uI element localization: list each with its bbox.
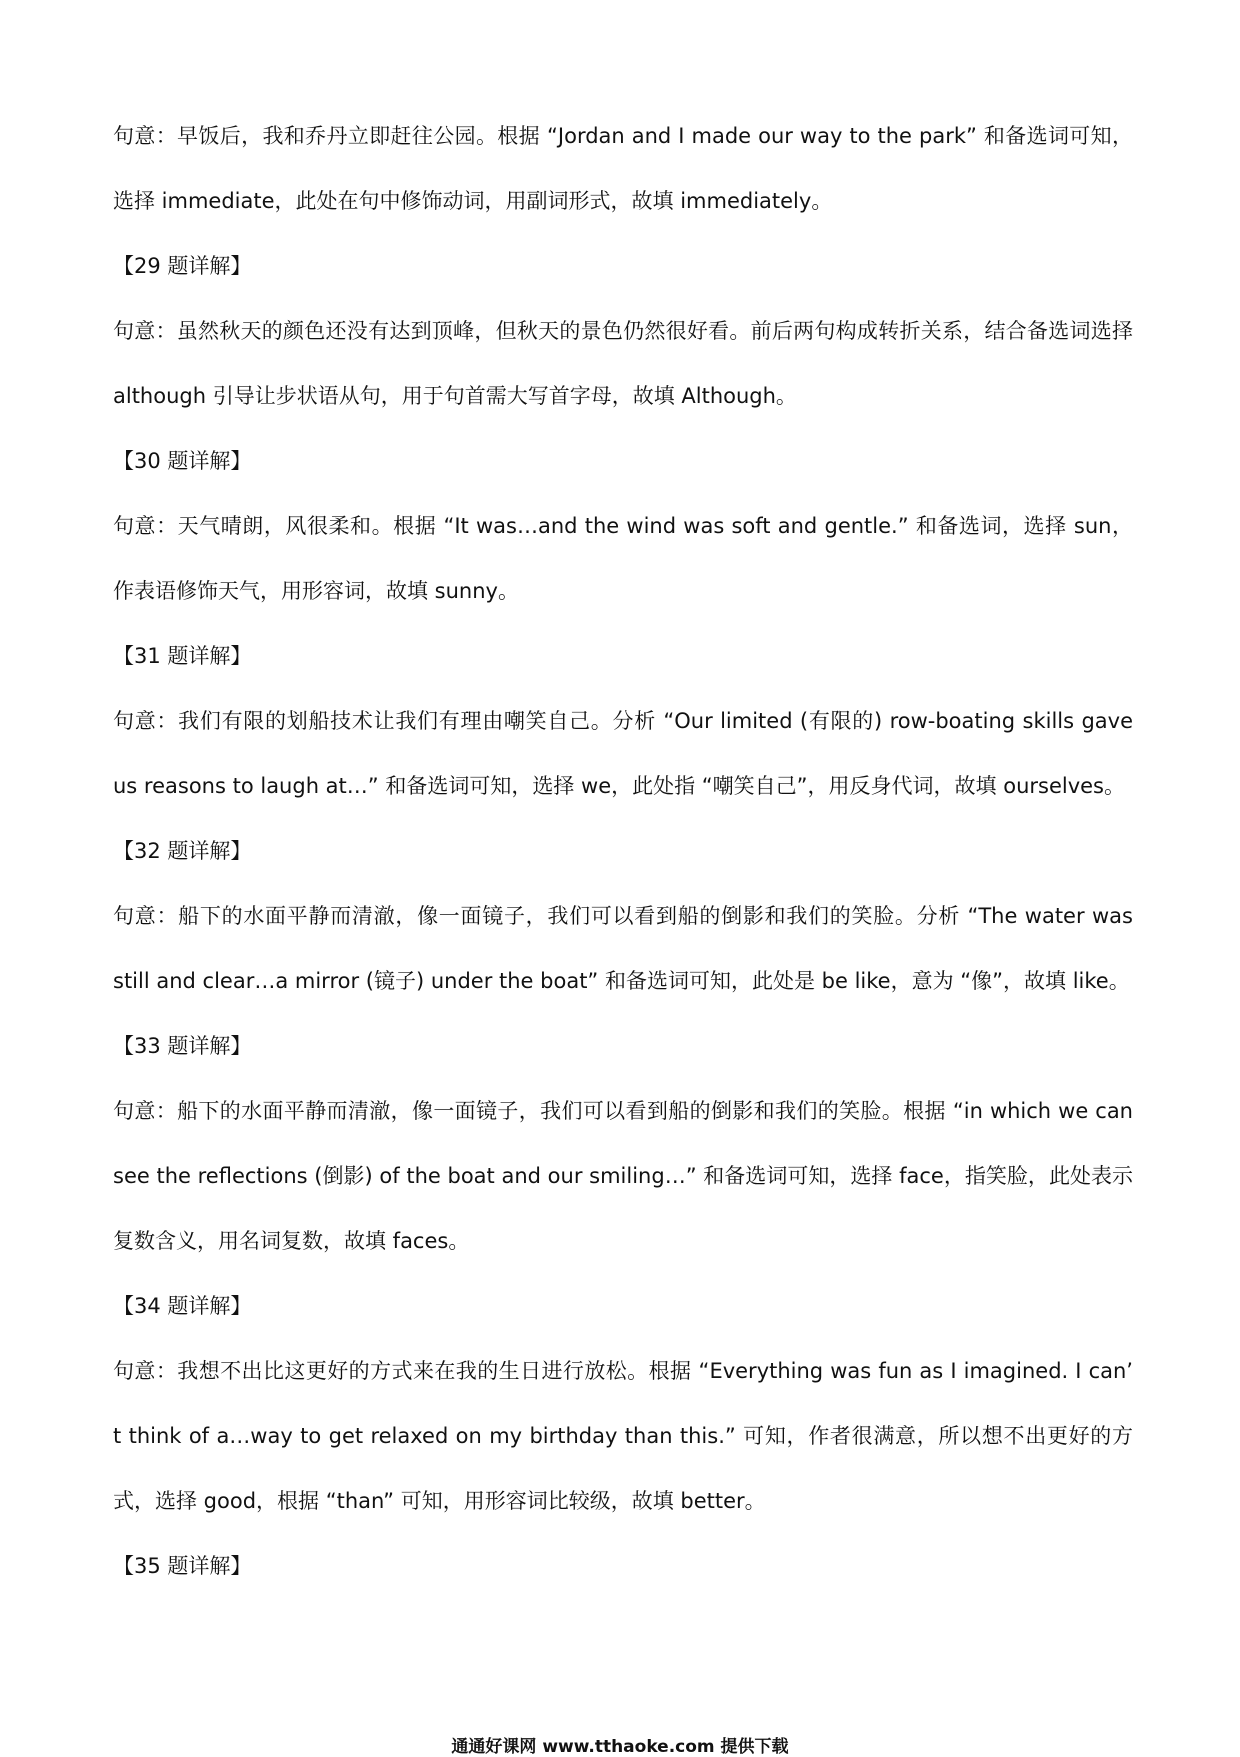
heading-32: 【32 题详解】 — [113, 839, 252, 863]
heading-35: 【35 题详解】 — [113, 1554, 252, 1578]
explanation-28: 句意：早饭后，我和乔丹立即赶往公园。根据 “Jordan and I made our way to the park” 和备选词可知，选择 immediate，此处在句中修饰动词，用副词形式，故填 immediately。 — [113, 124, 1133, 213]
heading-34: 【34 题详解】 — [113, 1294, 252, 1318]
explanation-34: 句意：我想不出比这更好的方式来在我的生日进行放松。根据 “Everything was fun as I imagined. I can’ t think of a…way to get relaxed on my birthday than this.” 可知，作者很满意，所以想不出更好的方式，选择 good，根据 “than” 可知，用形容词比较级，故填 better。 — [113, 1359, 1133, 1513]
heading-30: 【30 题详解】 — [113, 449, 252, 473]
heading-31: 【31 题详解】 — [113, 644, 252, 668]
explanation-31: 句意：我们有限的划船技术让我们有理由嘲笑自己。分析 “Our limited (有限的) row-boating skills gave us reasons to laugh at…” 和备选词可知，选择 we，此处指 “嘲笑自己”，用反身代词，故填 ourselves。 — [113, 709, 1133, 798]
heading-29: 【29 题详解】 — [113, 254, 252, 278]
explanation-29: 句意：虽然秋天的颜色还没有达到顶峰，但秋天的景色仍然很好看。前后两句构成转折关系，结合备选词选择 although 引导让步状语从句，用于句首需大写首字母，故填 Although。 — [113, 319, 1133, 408]
document-body — [113, 104, 1133, 1599]
explanation-30: 句意：天气晴朗，风很柔和。根据 “It was…and the wind was soft and gentle.” 和备选词，选择 sun，作表语修饰天气，用形容词，故填 sunny。 — [113, 514, 1133, 603]
heading-33: 【33 题详解】 — [113, 1034, 252, 1058]
explanation-33: 句意：船下的水面平静而清澈，像一面镜子，我们可以看到船的倒影和我们的笑脸。根据 “in which we can see the reflections (倒影) of the boat and our smiling…” 和备选词可知，选择 face，指笑脸，此处表示复数含义，用名词复数，故填 faces。 — [113, 1099, 1133, 1253]
page-footer: 通通好课网 www.tthaoke.com 提供下载 — [451, 1737, 789, 1757]
explanation-32: 句意：船下的水面平静而清澈，像一面镜子，我们可以看到船的倒影和我们的笑脸。分析 “The water was still and clear…a mirror (镜子) under the boat” 和备选词可知，此处是 be like，意为 “像”，故填 like。 — [113, 904, 1133, 993]
